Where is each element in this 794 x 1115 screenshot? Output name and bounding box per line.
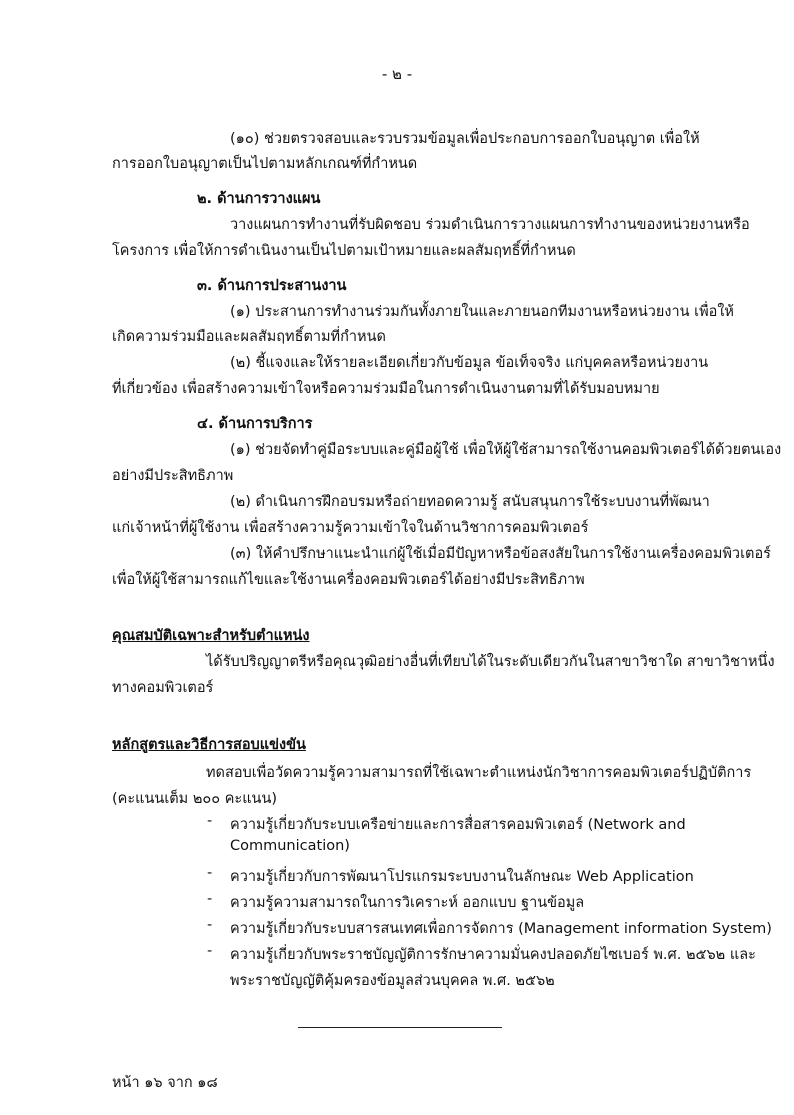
list-item-line-1: ความรู้เกี่ยวกับการพัฒนาโปรแกรมระบบงานในลักษณะ Web Application xyxy=(230,869,694,885)
service-item-1-line-2: อย่างมีประสิทธิภาพ xyxy=(112,468,234,484)
bullet-dash: - xyxy=(207,943,213,959)
coordination-item-1-line-2: เกิดความร่วมมือและผลสัมฤทธิ์ตามที่กำหนด xyxy=(112,329,386,345)
coordination-heading: ๓. ด้านการประสานงาน xyxy=(197,278,347,294)
planning-line-1: วางแผนการทำงานที่รับผิดชอบ ร่วมดำเนินการวางแผนการทำงานของหน่วยงานหรือ xyxy=(230,217,750,233)
service-heading: ๔. ด้านการบริการ xyxy=(197,416,313,432)
list-item-line-2: Communication) xyxy=(230,838,350,854)
qualifications-heading: คุณสมบัติเฉพาะสำหรับตำแหน่ง xyxy=(112,628,310,644)
planning-line-2: โครงการ เพื่อให้การดำเนินงานเป็นไปตามเป้าหมายและผลสัมฤทธิ์ที่กำหนด xyxy=(112,243,576,259)
bullet-dash: - xyxy=(207,813,213,829)
exam-intro-line-2: (คะแนนเต็ม ๒๐๐ คะแนน) xyxy=(112,791,278,807)
planning-heading: ๒. ด้านการวางแผน xyxy=(197,191,321,207)
exam-intro-line-1: ทดสอบเพื่อวัดความรู้ความสามารถที่ใช้เฉพาะตำแหน่งนักวิชาการคอมพิวเตอร์ปฏิบัติการ xyxy=(206,765,752,781)
service-item-2-line-1: (๒) ดำเนินการฝึกอบรมหรือถ่ายทอดความรู้ สนับสนุนการใช้ระบบงานที่พัฒนา xyxy=(230,494,710,510)
list-item-line-1: ความรู้เกี่ยวกับระบบเครือข่ายและการสื่อสารคอมพิวเตอร์ (Network and xyxy=(230,817,686,833)
duty-item-10-line-2: การออกใบอนุญาตเป็นไปตามหลักเกณฑ์ที่กำหนด xyxy=(112,156,418,172)
bullet-dash: - xyxy=(207,865,213,881)
bullet-dash: - xyxy=(207,891,213,907)
list-item-line-1: ความรู้เกี่ยวกับระบบสารสนเทศเพื่อการจัดการ (Management information System) xyxy=(230,921,772,937)
duty-item-10-line-1: (๑๐) ช่วยตรวจสอบและรวบรวมข้อมูลเพื่อประกอบการออกใบอนุญาต เพื่อให้ xyxy=(230,131,700,147)
qualifications-line-1: ได้รับปริญญาตรีหรือคุณวุฒิอย่างอื่นที่เทียบได้ในระดับเดียวกันในสาขาวิชาใด สาขาวิชาหนึ่ง xyxy=(206,654,775,670)
page-number: - ๒ - xyxy=(381,65,413,83)
service-item-1-line-1: (๑) ช่วยจัดทำคู่มือระบบและคู่มือผู้ใช้ เพื่อให้ผู้ใช้สามารถใช้งานคอมพิวเตอร์ได้ด้วยตนเอง xyxy=(230,442,782,458)
service-item-3-line-1: (๓) ให้คำปรึกษาแนะนำแก่ผู้ใช้เมื่อมีปัญหาหรือข้อสงสัยในการใช้งานเครื่องคอมพิวเตอร์ xyxy=(230,546,771,562)
list-item-line-2: พระราชบัญญัติคุ้มครองข้อมูลส่วนบุคคล พ.ศ. ๒๕๖๒ xyxy=(230,973,555,989)
exam-heading: หลักสูตรและวิธีการสอบแข่งขัน xyxy=(112,737,306,753)
service-item-2-line-2: แก่เจ้าหน้าที่ผู้ใช้งาน เพื่อสร้างความรู้ความเข้าใจในด้านวิชาการคอมพิวเตอร์ xyxy=(112,520,589,536)
coordination-item-1-line-1: (๑) ประสานการทำงานร่วมกันทั้งภายในและภายนอกทีมงานหรือหน่วยงาน เพื่อให้ xyxy=(230,304,734,320)
qualifications-line-2: ทางคอมพิวเตอร์ xyxy=(112,680,214,696)
bullet-dash: - xyxy=(207,917,213,933)
coordination-item-2-line-2: ที่เกี่ยวข้อง เพื่อสร้างความเข้าใจหรือความร่วมมือในการดำเนินงานตามที่ได้รับมอบหมาย xyxy=(112,381,660,397)
list-item-line-1: ความรู้เกี่ยวกับพระราชบัญญัติการรักษาความมั่นคงปลอดภัยไซเบอร์ พ.ศ. ๒๕๖๒ และ xyxy=(230,947,756,963)
footer-divider xyxy=(298,1027,502,1028)
list-item-line-1: ความรู้ความสามารถในการวิเคราะห์ ออกแบบ ฐานข้อมูล xyxy=(230,895,585,911)
service-item-3-line-2: เพื่อให้ผู้ใช้สามารถแก้ไขและใช้งานเครื่องคอมพิวเตอร์ได้อย่างมีประสิทธิภาพ xyxy=(112,572,585,588)
page-footer: หน้า ๑๖ จาก ๑๘ xyxy=(112,1075,218,1091)
coordination-item-2-line-1: (๒) ชี้แจงและให้รายละเอียดเกี่ยวกับข้อมูล ข้อเท็จจริง แก่บุคคลหรือหน่วยงาน xyxy=(230,355,709,371)
